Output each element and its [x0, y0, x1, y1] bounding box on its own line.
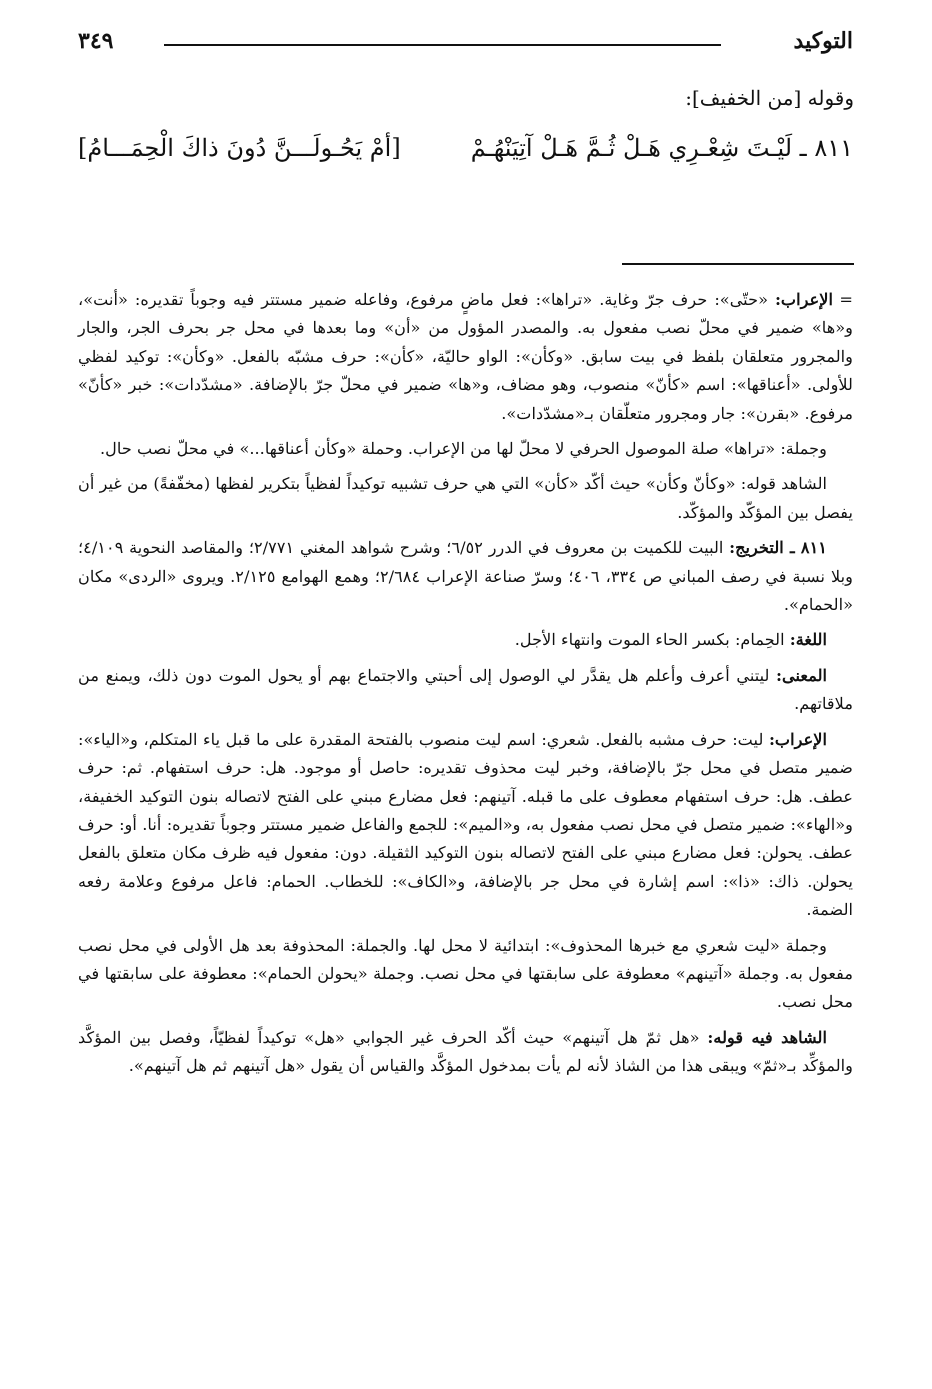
verse-first-hemistich: ٨١١ ـ لَيْـتَ شِعْـرِي هَـلْ ثُـمَّ هَـلْ آتِيَنْهُـمْ [470, 134, 853, 162]
note-label: الشاهد فيه قوله: [707, 1027, 827, 1047]
note-label: اللغة: [789, 630, 827, 650]
page-number: ٣٤٩ [78, 28, 114, 54]
footnote-jumal: وجملة «ليت شعري مع خبرها المحذوف»: ابتدائية لا محل لها. والجملة: المحذوفة بعد هل الأولى في محل نصب مفعول به. وجملة «آتينهم» معطوفة على سابقتها في محل نصب. وجملة «يحولن الحمام»: معطوفة على سابقتها في محل نصب. [78, 935, 853, 1012]
footnotes [78, 286, 853, 1088]
note-label: الإعراب: [774, 290, 833, 309]
note-text: ليتني أعرف وأعلم هل يقدَّر لي الوصول إلى أحبتي والاجتماع بهم أو يحول الموت دون ذلك، ويمنع من ملاقاتهم. [78, 665, 853, 714]
note-text: ليت: حرف مشبه بالفعل. شعري: اسم ليت منصوب بالفتحة المقدرة على ما قبل ياء المتكلم، و«الياء»: ضمير متصل في محل جرّ بالإضافة، وخبر ليت محذوف تقديره: حاصل أو موجود. هل: حرف استفهام. ثم: حرف عطف. هل: حرف استفهام معطوف على ما قبله. آتينهم: فعل مضارع مبني على الفتح لاتصاله بنون التوكيد الخفيفة، و«الهاء»: ضمير متصل في محل نصب مفعول به، و«الميم»: للجمع والفاعل ضمير مستتر وجوباً تقديره: أنا. أو: حرف عطف. يحولن: فعل مضارع مبني على الفتح لاتصاله بنون التوكيد الثقيلة. دون: مفعول فيه ظرف مكان متعلق بالفعل يحولن. ذاك: «ذا»: اسم إشارة في محل جر بالإضافة، و«الكاف»: للخطاب. الحمام: فاعل مرفوع وعلامة رفعه الضمة. [78, 729, 853, 920]
verse-intro: وقوله [من الخفيف]: [685, 86, 854, 110]
note-text: البيت للكميت بن معروف في الدرر ٦/٥٢؛ وشرح شواهد المغني ٢/٧٧١؛ والمقاصد النحوية ٤/١٠٩؛ وبلا نسبة في رصف المباني ص ٣٣٤، ٤٠٦؛ وسرّ صناعة الإعراب ٢/٦٨٤؛ وهمع الهوامع ٢/١٢٥. ويروى «الردى» مكان «الحمام». [78, 538, 853, 615]
footnote-irab-continued [78, 286, 853, 428]
note-label: المعنى: [776, 665, 827, 685]
continuation-marker: = [839, 290, 853, 309]
page-header [78, 26, 853, 62]
note-label: ٨١١ ـ التخريج: [729, 538, 828, 558]
note-text: «هل ثمّ هل آتينهم» حيث أكّد الحرف غير الجوابي «هل» توكيداً لفظيّاً، وفصل بين المؤكَّد والمؤكِّد بـ«ثمّ» ويبقى هذا من الشاذ لأنه لم يأت بمدخول المؤكَّد والقياس أن يقول «هل آتينهم ثم هل آتينهم». [78, 1027, 853, 1076]
note-label: الإعراب: [768, 729, 827, 749]
note-text: «حتّى»: حرف جرّ وغاية. «تراها»: فعل ماضٍ مرفوع، وفاعله ضمير مستتر فيه وجوباً تقديره: «أنت»، و«ها» ضمير في محلّ نصب مفعول به. والمصدر المؤول من «أن» وما بعدها في محل جر بحرف الجر، والجار والمجرور متعلقان بلفظ في بيت سابق. «وكأن»: الواو حاليّة، «كأن»: حرف مشبّه بالفعل. «وكأن»: توكيد لفظي للأولى. «أعناقها»: اسم «كأنّ» منصوب، وهو مضاف، و«ها» ضمير في محلّ جرّ بالإضافة. «مشدّدات»: خبر «كأنّ» مرفوع. «بقرن»: جار ومجرور متعلّقان بـ«مشدّدات». [78, 290, 853, 423]
verse-second-hemistich: [أمْ يَحُـولَـــنَّ دُونَ ذاكَ الْحِمَـــامُ] [78, 134, 401, 162]
header-rule [164, 44, 721, 46]
footnote-lugha [78, 626, 853, 654]
verse-811 [78, 134, 853, 178]
footnote-shahid-prev: الشاهد قوله: «وكأنّ وكأن» حيث أكّد «كأن» التي هي حرف تشبيه توكيداً لفظياً بتكرير لفظها (مخفّفةً) من غير أن يفصل بين المؤكّد والمؤكّد. [78, 474, 853, 522]
footnote-separator [622, 263, 854, 265]
note-text: الحِمام: بكسر الحاء الموت وانتهاء الأجل. [514, 630, 790, 650]
footnote-shahid [78, 1024, 853, 1081]
footnote-takhrij [78, 534, 853, 619]
running-title: التوكيد [793, 28, 853, 54]
footnote-irab [78, 726, 853, 925]
footnote-sentences: وجملة: «تراها» صلة الموصول الحرفي لا محلّ لها من الإعراب. وحملة «وكأن أعناقها...» في محلّ نصب حال. [100, 439, 827, 459]
footnote-maana [78, 662, 853, 719]
